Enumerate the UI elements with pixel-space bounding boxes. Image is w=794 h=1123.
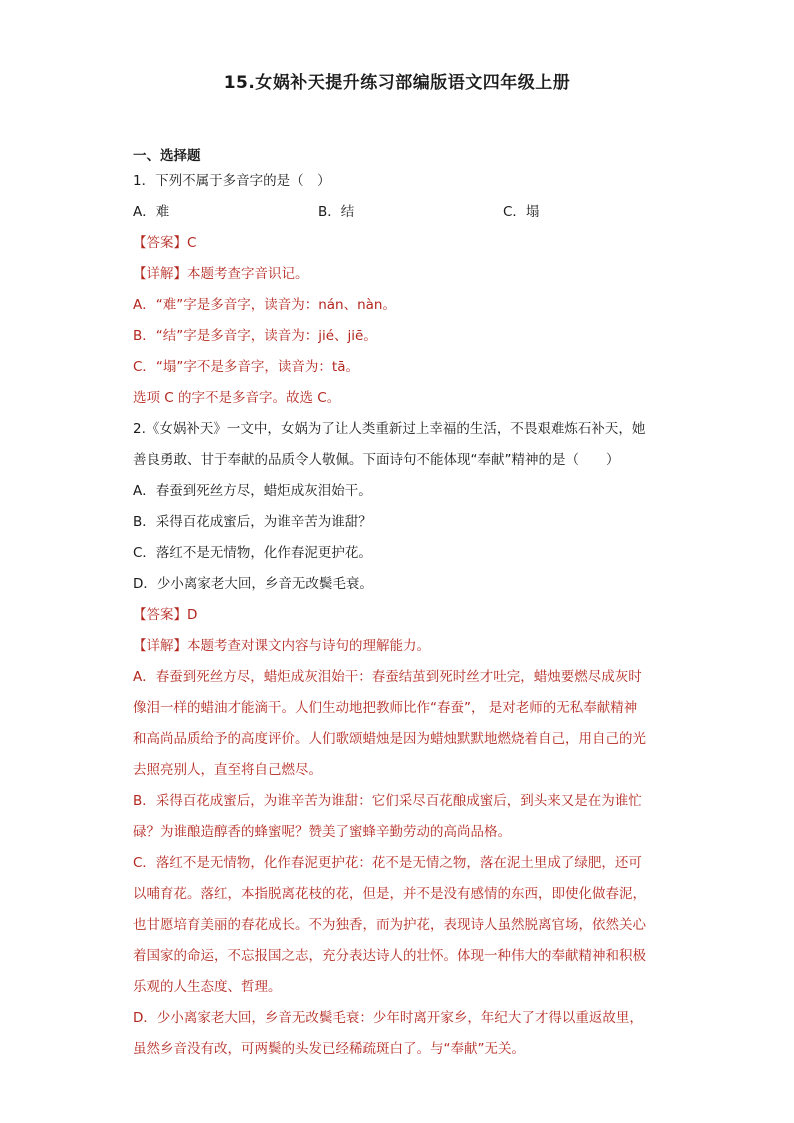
explanation-line: 乐观的人生态度、哲理。 <box>133 979 282 995</box>
question-1-answer <box>133 233 196 253</box>
answer-value: D <box>187 607 198 623</box>
question-1-option-a: A．难 <box>133 204 170 220</box>
question-2-option-b: B．采得百花成蜜后，为谁辛苦为谁甜？ <box>133 514 372 530</box>
answer-value: C <box>187 235 197 251</box>
explanation-line: B．“结”字是多音字，读音为：jié、jiē。 <box>133 328 377 344</box>
question-2-stem-line: 善良勇敢、甘于奉献的品质令人敬佩。下面诗句不能体现“奉献”精神的是（ ） <box>133 452 620 468</box>
explanation-line: A．春蚕到死丝方尽，蜡炬成灰泪始干：春蚕结茧到死时丝才吐完，蜡烛要燃尽成灰时 <box>133 669 642 685</box>
question-1-options <box>133 202 693 222</box>
detail-text: 本题考查字音识记。 <box>187 266 309 282</box>
question-2-option-a: A．春蚕到死丝方尽，蜡炬成灰泪始干。 <box>133 483 372 499</box>
question-2-option-d: D．少小离家老大回，乡音无改鬓毛衰。 <box>133 576 373 592</box>
question-2-answer <box>133 605 197 625</box>
explanation-line: 去照亮别人，直至将自己燃尽。 <box>133 762 322 778</box>
question-1-option-b: B．结 <box>318 204 355 220</box>
explanation-line: 着国家的命运，不忘报国之志，充分表达诗人的壮怀。体现一种伟大的奉献精神和积极 <box>133 948 646 964</box>
detail-text: 本题考查对课文内容与诗句的理解能力。 <box>187 638 430 654</box>
detail-label: 【详解】 <box>133 638 187 654</box>
section-heading: 一、选择题 <box>133 148 201 164</box>
answer-label: 【答案】 <box>133 235 187 251</box>
explanation-line: 以哺育花。落红，本指脱离花枝的花，但是，并不是没有感情的东西，即使化做春泥， <box>133 886 646 902</box>
explanation-line: C．“塌”字不是多音字，读音为：tā。 <box>133 359 359 375</box>
explanation-line: 也甘愿培育美丽的春花成长。不为独香，而为护花，表现诗人虽然脱离官场，依然关心 <box>133 917 646 933</box>
question-2-option-c: C．落红不是无情物，化作春泥更护花。 <box>133 545 372 561</box>
answer-label: 【答案】 <box>133 607 187 623</box>
explanation-line: 和高尚品质给予的高度评价。人们歌颂蜡烛是因为蜡烛默默地燃烧着自己，用自己的光 <box>133 731 646 747</box>
explanation-line: 像泪一样的蜡油才能滴干。人们生动地把教师比作“春蚕”， 是对老师的无私奉献精神 <box>133 700 638 716</box>
explanation-line: D．少小离家老大回，乡音无改鬓毛衰：少年时离开家乡，年纪大了才得以重返故里， <box>133 1010 643 1026</box>
question-1-detail <box>133 264 309 284</box>
explanation-line: 碌？为谁酿造醇香的蜂蜜呢？赞美了蜜蜂辛勤劳动的高尚品格。 <box>133 824 511 840</box>
question-2-stem-line: 2.《女娲补天》一文中，女娲为了让人类重新过上幸福的生活，不畏艰难炼石补天，她 <box>133 421 646 437</box>
explanation-line: A．“难”字是多音字，读音为：nán、nàn。 <box>133 297 396 313</box>
conclusion-line: 选项 C 的字不是多音字。故选 C。 <box>133 390 341 406</box>
question-2-detail <box>133 636 430 656</box>
question-1-option-c: C．塌 <box>503 204 540 220</box>
explanation-line: B．采得百花成蜜后，为谁辛苦为谁甜：它们采尽百花酿成蜜后，到头来又是在为谁忙 <box>133 793 642 809</box>
question-1-stem: 1．下列不属于多音字的是（ ） <box>133 173 331 189</box>
explanation-line: C．落红不是无情物，化作春泥更护花：花不是无情之物，落在泥土里成了绿肥，还可 <box>133 855 642 871</box>
detail-label: 【详解】 <box>133 266 187 282</box>
page-title: 15.女娲补天提升练习部编版语文四年级上册 <box>223 73 571 93</box>
explanation-line: 虽然乡音没有改，可两鬓的头发已经稀疏斑白了。与“奉献”无关。 <box>133 1041 525 1057</box>
